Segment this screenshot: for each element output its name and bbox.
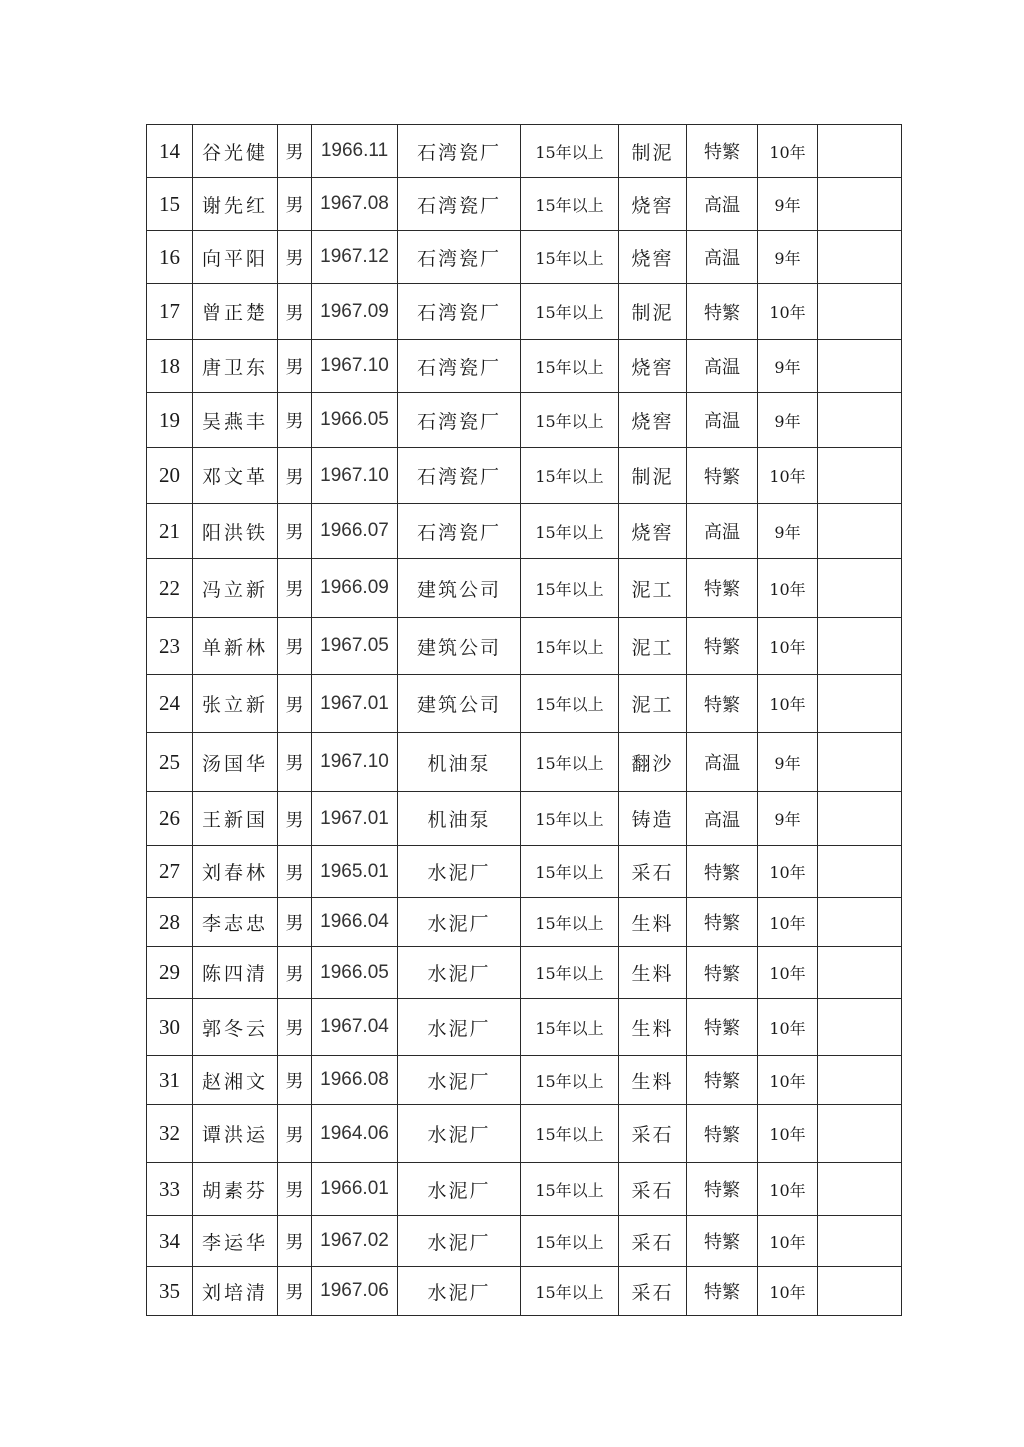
service-length: 15年以上	[521, 898, 619, 947]
birth-date: 1965.01	[312, 846, 398, 898]
row-number: 14	[147, 125, 193, 178]
work-unit: 石湾瓷厂	[398, 284, 521, 340]
service-length: 15年以上	[521, 178, 619, 231]
worker-name: 刘培清	[193, 1267, 278, 1316]
row-number: 29	[147, 947, 193, 999]
worker-sex: 男	[278, 340, 312, 393]
worker-name: 汤国华	[193, 733, 278, 792]
work-unit: 水泥厂	[398, 1163, 521, 1216]
table-row	[147, 1267, 902, 1316]
remarks-cell	[818, 393, 902, 448]
birth-date: 1967.01	[312, 792, 398, 846]
row-number: 23	[147, 618, 193, 675]
job-type: 泥工	[619, 675, 687, 733]
job-type: 采石	[619, 1216, 687, 1267]
required-years: 10年	[758, 898, 818, 947]
required-years: 10年	[758, 559, 818, 618]
required-years: 9年	[758, 178, 818, 231]
work-category: 特繁	[687, 846, 758, 898]
work-unit: 水泥厂	[398, 1216, 521, 1267]
work-category: 高温	[687, 178, 758, 231]
service-length: 15年以上	[521, 125, 619, 178]
required-years: 9年	[758, 792, 818, 846]
service-length: 15年以上	[521, 999, 619, 1056]
remarks-cell	[818, 284, 902, 340]
worker-name: 赵湘文	[193, 1056, 278, 1105]
remarks-cell	[818, 1267, 902, 1316]
service-length: 15年以上	[521, 340, 619, 393]
remarks-cell	[818, 999, 902, 1056]
work-unit: 水泥厂	[398, 947, 521, 999]
birth-date: 1966.01	[312, 1163, 398, 1216]
job-type: 生料	[619, 1056, 687, 1105]
worker-name: 胡素芬	[193, 1163, 278, 1216]
worker-name: 李运华	[193, 1216, 278, 1267]
work-category: 高温	[687, 231, 758, 284]
work-category: 特繁	[687, 559, 758, 618]
service-length: 15年以上	[521, 947, 619, 999]
work-category: 特繁	[687, 675, 758, 733]
worker-name: 单新林	[193, 618, 278, 675]
worker-sex: 男	[278, 999, 312, 1056]
row-number: 18	[147, 340, 193, 393]
worker-sex: 男	[278, 1163, 312, 1216]
row-number: 32	[147, 1105, 193, 1163]
worker-sex: 男	[278, 1267, 312, 1316]
worker-name: 谢先红	[193, 178, 278, 231]
job-type: 生料	[619, 947, 687, 999]
worker-name: 冯立新	[193, 559, 278, 618]
job-type: 泥工	[619, 618, 687, 675]
work-category: 特繁	[687, 947, 758, 999]
row-number: 25	[147, 733, 193, 792]
birth-date: 1964.06	[312, 1105, 398, 1163]
row-number: 27	[147, 846, 193, 898]
service-length: 15年以上	[521, 846, 619, 898]
remarks-cell	[818, 733, 902, 792]
remarks-cell	[818, 178, 902, 231]
birth-date: 1967.10	[312, 448, 398, 504]
row-number: 20	[147, 448, 193, 504]
worker-sex: 男	[278, 284, 312, 340]
row-number: 24	[147, 675, 193, 733]
birth-date: 1967.06	[312, 1267, 398, 1316]
table-row	[147, 1105, 902, 1163]
job-type: 铸造	[619, 792, 687, 846]
service-length: 15年以上	[521, 1267, 619, 1316]
work-unit: 石湾瓷厂	[398, 231, 521, 284]
required-years: 10年	[758, 284, 818, 340]
birth-date: 1967.05	[312, 618, 398, 675]
table-row	[147, 393, 902, 448]
worker-sex: 男	[278, 559, 312, 618]
worker-name: 唐卫东	[193, 340, 278, 393]
remarks-cell	[818, 1105, 902, 1163]
work-category: 特繁	[687, 125, 758, 178]
job-type: 生料	[619, 999, 687, 1056]
worker-sex: 男	[278, 448, 312, 504]
service-length: 15年以上	[521, 792, 619, 846]
row-number: 26	[147, 792, 193, 846]
work-unit: 水泥厂	[398, 1056, 521, 1105]
service-length: 15年以上	[521, 393, 619, 448]
worker-name: 刘春林	[193, 846, 278, 898]
job-type: 翻沙	[619, 733, 687, 792]
worker-sex: 男	[278, 1056, 312, 1105]
required-years: 10年	[758, 448, 818, 504]
required-years: 9年	[758, 504, 818, 559]
work-unit: 石湾瓷厂	[398, 448, 521, 504]
remarks-cell	[818, 504, 902, 559]
work-unit: 水泥厂	[398, 1105, 521, 1163]
job-type: 采石	[619, 846, 687, 898]
required-years: 10年	[758, 618, 818, 675]
work-category: 特繁	[687, 1163, 758, 1216]
job-type: 烧窖	[619, 231, 687, 284]
remarks-cell	[818, 947, 902, 999]
job-type: 采石	[619, 1105, 687, 1163]
work-category: 高温	[687, 504, 758, 559]
table-row	[147, 618, 902, 675]
row-number: 28	[147, 898, 193, 947]
required-years: 10年	[758, 1105, 818, 1163]
work-category: 高温	[687, 733, 758, 792]
table-row	[147, 999, 902, 1056]
table-row	[147, 284, 902, 340]
table-row	[147, 733, 902, 792]
work-category: 高温	[687, 340, 758, 393]
remarks-cell	[818, 898, 902, 947]
remarks-cell	[818, 1163, 902, 1216]
required-years: 10年	[758, 947, 818, 999]
row-number: 15	[147, 178, 193, 231]
row-number: 22	[147, 559, 193, 618]
row-number: 21	[147, 504, 193, 559]
work-unit: 水泥厂	[398, 999, 521, 1056]
required-years: 9年	[758, 231, 818, 284]
table-row	[147, 231, 902, 284]
table-row	[147, 448, 902, 504]
birth-date: 1967.10	[312, 340, 398, 393]
required-years: 10年	[758, 675, 818, 733]
row-number: 19	[147, 393, 193, 448]
birth-date: 1967.08	[312, 178, 398, 231]
service-length: 15年以上	[521, 559, 619, 618]
work-category: 特繁	[687, 284, 758, 340]
service-length: 15年以上	[521, 284, 619, 340]
worker-name: 谭洪运	[193, 1105, 278, 1163]
birth-date: 1966.07	[312, 504, 398, 559]
work-unit: 水泥厂	[398, 1267, 521, 1316]
job-type: 烧窖	[619, 340, 687, 393]
worker-name: 王新国	[193, 792, 278, 846]
service-length: 15年以上	[521, 1163, 619, 1216]
job-type: 制泥	[619, 284, 687, 340]
remarks-cell	[818, 618, 902, 675]
job-type: 采石	[619, 1267, 687, 1316]
birth-date: 1967.02	[312, 1216, 398, 1267]
table-row	[147, 559, 902, 618]
work-category: 特繁	[687, 999, 758, 1056]
required-years: 10年	[758, 846, 818, 898]
work-category: 特繁	[687, 618, 758, 675]
worker-name: 张立新	[193, 675, 278, 733]
work-unit: 建筑公司	[398, 618, 521, 675]
worker-sex: 男	[278, 125, 312, 178]
worker-sex: 男	[278, 618, 312, 675]
work-category: 特繁	[687, 1216, 758, 1267]
row-number: 31	[147, 1056, 193, 1105]
row-number: 16	[147, 231, 193, 284]
service-length: 15年以上	[521, 1216, 619, 1267]
work-category: 特繁	[687, 1105, 758, 1163]
row-number: 30	[147, 999, 193, 1056]
birth-date: 1967.10	[312, 733, 398, 792]
table-row	[147, 792, 902, 846]
worker-name: 曾正楚	[193, 284, 278, 340]
worker-name: 邓文革	[193, 448, 278, 504]
worker-name: 向平阳	[193, 231, 278, 284]
table-row	[147, 1056, 902, 1105]
table-row	[147, 1216, 902, 1267]
work-unit: 石湾瓷厂	[398, 178, 521, 231]
remarks-cell	[818, 559, 902, 618]
job-type: 烧窖	[619, 178, 687, 231]
work-category: 特繁	[687, 898, 758, 947]
birth-date: 1966.08	[312, 1056, 398, 1105]
table-row	[147, 1163, 902, 1216]
table-row	[147, 898, 902, 947]
job-type: 生料	[619, 898, 687, 947]
row-number: 35	[147, 1267, 193, 1316]
worker-name: 李志忠	[193, 898, 278, 947]
birth-date: 1966.09	[312, 559, 398, 618]
table-row	[147, 846, 902, 898]
remarks-cell	[818, 448, 902, 504]
work-unit: 石湾瓷厂	[398, 340, 521, 393]
worker-name: 陈四清	[193, 947, 278, 999]
service-length: 15年以上	[521, 448, 619, 504]
birth-date: 1966.05	[312, 947, 398, 999]
service-length: 15年以上	[521, 1105, 619, 1163]
service-length: 15年以上	[521, 675, 619, 733]
worker-name: 郭冬云	[193, 999, 278, 1056]
worker-name: 吴燕丰	[193, 393, 278, 448]
row-number: 34	[147, 1216, 193, 1267]
required-years: 10年	[758, 1216, 818, 1267]
work-category: 特繁	[687, 1267, 758, 1316]
work-unit: 建筑公司	[398, 559, 521, 618]
remarks-cell	[818, 231, 902, 284]
worker-name: 阳洪铁	[193, 504, 278, 559]
worker-roster-table	[146, 124, 902, 1316]
service-length: 15年以上	[521, 504, 619, 559]
remarks-cell	[818, 792, 902, 846]
remarks-cell	[818, 1056, 902, 1105]
remarks-cell	[818, 846, 902, 898]
required-years: 10年	[758, 1267, 818, 1316]
birth-date: 1967.04	[312, 999, 398, 1056]
birth-date: 1966.11	[312, 125, 398, 178]
worker-sex: 男	[278, 733, 312, 792]
birth-date: 1966.04	[312, 898, 398, 947]
birth-date: 1966.05	[312, 393, 398, 448]
job-type: 烧窖	[619, 393, 687, 448]
required-years: 9年	[758, 733, 818, 792]
row-number: 33	[147, 1163, 193, 1216]
work-unit: 石湾瓷厂	[398, 393, 521, 448]
worker-name: 谷光健	[193, 125, 278, 178]
work-unit: 水泥厂	[398, 898, 521, 947]
remarks-cell	[818, 675, 902, 733]
work-unit: 机油泵	[398, 792, 521, 846]
row-number: 17	[147, 284, 193, 340]
service-length: 15年以上	[521, 231, 619, 284]
service-length: 15年以上	[521, 1056, 619, 1105]
required-years: 10年	[758, 1056, 818, 1105]
service-length: 15年以上	[521, 618, 619, 675]
work-category: 高温	[687, 393, 758, 448]
job-type: 制泥	[619, 125, 687, 178]
worker-sex: 男	[278, 393, 312, 448]
table-row	[147, 178, 902, 231]
work-category: 高温	[687, 792, 758, 846]
remarks-cell	[818, 125, 902, 178]
work-unit: 机油泵	[398, 733, 521, 792]
worker-sex: 男	[278, 675, 312, 733]
table-row	[147, 947, 902, 999]
required-years: 9年	[758, 393, 818, 448]
remarks-cell	[818, 340, 902, 393]
work-unit: 建筑公司	[398, 675, 521, 733]
worker-sex: 男	[278, 504, 312, 559]
job-type: 采石	[619, 1163, 687, 1216]
job-type: 泥工	[619, 559, 687, 618]
remarks-cell	[818, 1216, 902, 1267]
service-length: 15年以上	[521, 733, 619, 792]
worker-sex: 男	[278, 178, 312, 231]
birth-date: 1967.09	[312, 284, 398, 340]
birth-date: 1967.12	[312, 231, 398, 284]
required-years: 10年	[758, 999, 818, 1056]
table-row	[147, 340, 902, 393]
work-unit: 石湾瓷厂	[398, 504, 521, 559]
worker-sex: 男	[278, 1216, 312, 1267]
work-category: 特繁	[687, 1056, 758, 1105]
worker-sex: 男	[278, 1105, 312, 1163]
worker-sex: 男	[278, 947, 312, 999]
worker-sex: 男	[278, 846, 312, 898]
birth-date: 1967.01	[312, 675, 398, 733]
table-row	[147, 504, 902, 559]
required-years: 10年	[758, 125, 818, 178]
table-row	[147, 125, 902, 178]
required-years: 10年	[758, 1163, 818, 1216]
required-years: 9年	[758, 340, 818, 393]
worker-sex: 男	[278, 792, 312, 846]
work-category: 特繁	[687, 448, 758, 504]
table-row	[147, 675, 902, 733]
work-unit: 石湾瓷厂	[398, 125, 521, 178]
job-type: 烧窖	[619, 504, 687, 559]
job-type: 制泥	[619, 448, 687, 504]
work-unit: 水泥厂	[398, 846, 521, 898]
worker-sex: 男	[278, 898, 312, 947]
worker-sex: 男	[278, 231, 312, 284]
roster-body	[147, 125, 902, 1316]
